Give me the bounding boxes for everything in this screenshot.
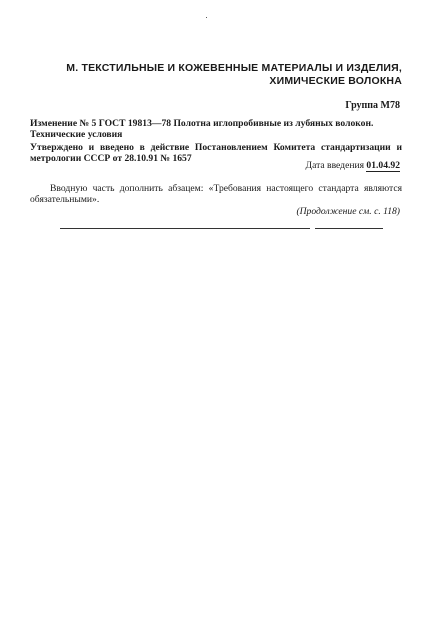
effective-date [306, 160, 400, 171]
effective-date-value: 01.04.92 [366, 160, 400, 171]
amendment-title [30, 118, 402, 140]
body-paragraph: Вводную часть дополнить абзацем: «Требования настоящего стандарта являются обязательными». [30, 183, 402, 205]
scan-speck [206, 17, 207, 18]
section-header [60, 62, 402, 88]
section-header-line-2: ХИМИЧЕСКИЕ ВОЛОКНА [269, 75, 402, 87]
continuation-note: (Продолжение см. с. 118) [296, 206, 400, 217]
amendment-title-line-2: Технические условия [30, 129, 123, 140]
section-header-line-1: М. ТЕКСТИЛЬНЫЕ И КОЖЕВЕННЫЕ МАТЕРИАЛЫ И ИЗДЕЛИЯ, [66, 62, 402, 74]
separator-line-short [315, 228, 383, 229]
amendment-title-line-1: Изменение № 5 ГОСТ 19813—78 Полотна иглопробивные из лубяных волокон. [30, 118, 374, 129]
effective-date-label: Дата введения [305, 160, 365, 171]
group-code: Группа М78 [345, 100, 400, 111]
approval-statement: Утверждено и введено в действие Постановлением Комитета стандартизации и метрологии СССР от 28.10.91 № 1657 [30, 142, 402, 164]
separator-line [60, 228, 310, 229]
